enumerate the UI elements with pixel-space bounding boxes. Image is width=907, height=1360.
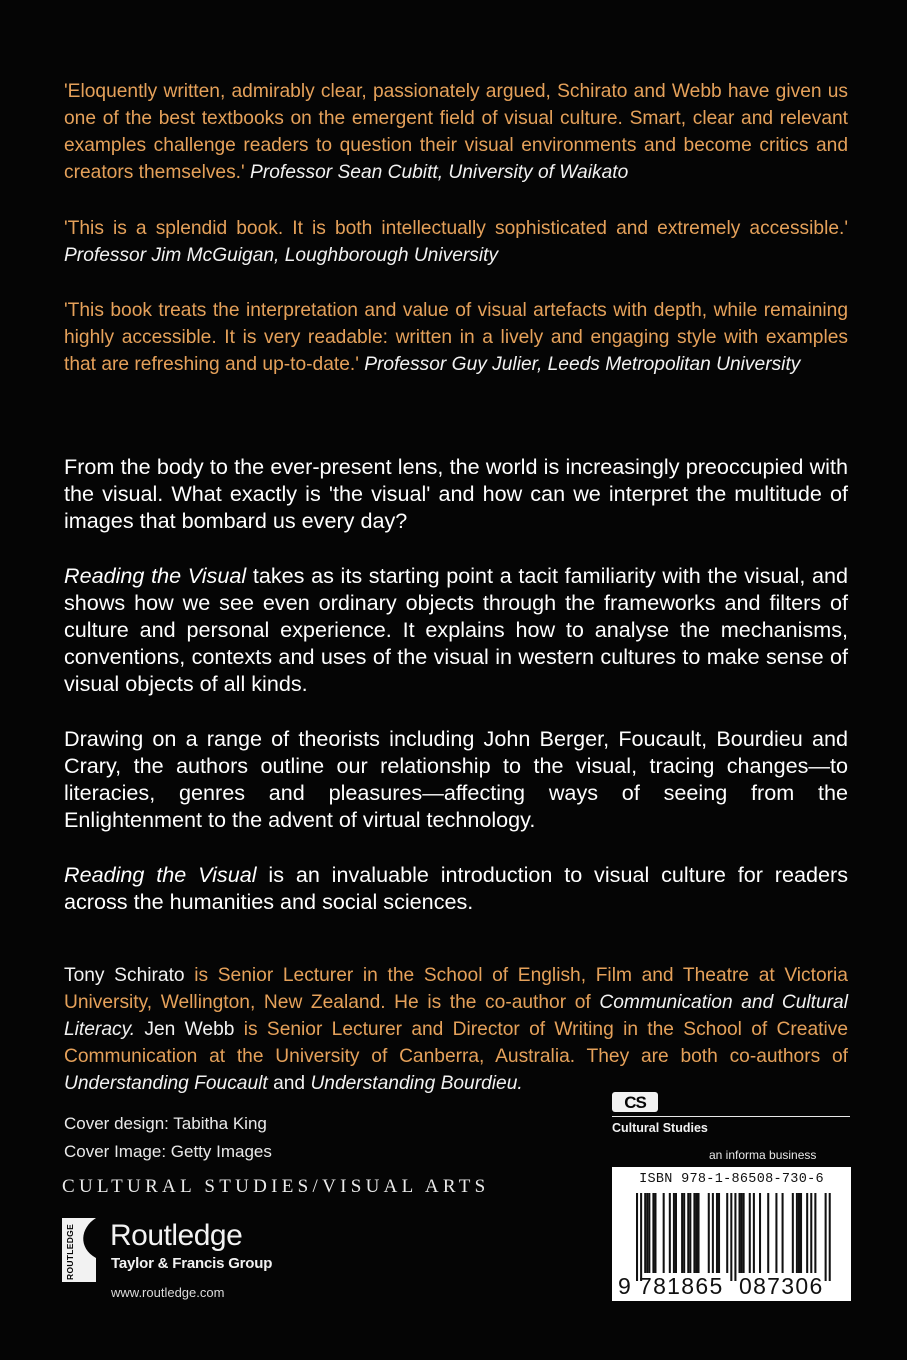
cover-design-credit: Cover design: Tabitha King [64,1114,267,1133]
barcode-bar [716,1193,718,1273]
barcode-bar [669,1193,671,1273]
blurb-paragraph-3: Drawing on a range of theorists including John Berger, Foucault, Bourdieu and Crary, the authors outline our relationship to the visual, tracing changes—to literacies, genres and pleasures—affecting ways of seeing from the Enlightenment to the advent of virtual technology. [64,726,848,832]
publisher-group: Taylor & Francis Group [111,1255,273,1272]
barcode-digit-first: 9 [618,1273,633,1299]
barcode-bar [798,1193,800,1273]
barcode-bar [695,1193,697,1273]
barcode-bar [726,1193,728,1273]
barcode-bar [708,1193,710,1273]
barcode-bar [734,1193,736,1281]
book-title: Understanding Foucault [64,1073,268,1094]
book-title: Communication and Cultural Literacy. [64,992,848,1040]
author-name: Tony Schirato [64,965,185,986]
blurb-paragraph-1: From the body to the ever-present lens, the world is increasingly preoccupied with the visual. What exactly is 'the visual' and how can we interpret the multitude of images that bombard us every day? [64,454,848,533]
blurb-paragraph-4 [64,861,848,915]
book-title: Understanding Bourdieu. [310,1073,523,1094]
barcode-bar [673,1193,675,1273]
review-quote-3 [64,297,848,378]
publisher-name: Routledge [110,1219,243,1252]
barcode-bar [814,1193,816,1273]
blurb-text: takes as its starting point a tacit familiarity with the visual, and shows how we see even ordinary objects through the frameworks and filters of culture and personal experience. It explains how to analyse the mechanisms, conventions, contexts and uses of the visual in western cultures to make sense of visual objects of all kinds. [64,563,849,696]
barcode-bar [689,1193,691,1273]
barcode-bar [718,1193,720,1273]
barcode-bar [753,1193,755,1273]
publisher-url[interactable]: www.routledge.com [111,1285,225,1300]
isbn-label: ISBN 978-1-86508-730-6 [639,1172,824,1187]
barcode-digits-left: 781865 [639,1273,724,1299]
barcode-bar [693,1193,695,1273]
barcode-bar [749,1193,751,1273]
quote-text: 'This is a splendid book. It is both intellectually sophisticated and extremely accessible.' [64,218,848,239]
author-name: Jen Webb [144,1019,235,1040]
barcode-bar [636,1193,638,1281]
barcode-bar [654,1193,656,1273]
book-title: Reading the Visual [64,563,247,588]
barcode-bar [730,1193,732,1281]
barcode-bar [767,1193,769,1273]
barcode-bar [759,1193,761,1273]
imprint-label: Cultural Studies [612,1121,708,1135]
quote-attribution: Professor Sean Cubitt, University of Waikato [250,162,629,183]
imprint-tagline: an informa business [709,1148,817,1162]
quote-text: 'This book treats the interpretation and value of visual artefacts with depth, while remaining highly accessible. It is very readable: written in a lively and engaging style with examples that are refreshing and up-to-date.' [64,300,848,375]
barcode-bar [698,1193,700,1273]
barcode-bar [646,1193,648,1273]
barcode-bar [741,1193,743,1273]
cultural-studies-logo-icon [612,1092,658,1112]
bio-text: is Senior Lecturer in the School of English, Film and Theatre at Victoria University, Wellington, New Zealand. He is the co-author of [64,965,848,1013]
cover-image-credit: Cover Image: Getty Images [64,1142,272,1161]
cs-logo-text: CS [624,1093,646,1112]
quote-text: 'Eloquently written, admirably clear, passionately argued, Schirato and Webb have given us one of the best textbooks on the emergent field of visual culture. Smart, clear and relevant examples challenge readers to question their visual environments and become critics and creators themselves.' [64,81,848,183]
routledge-logo-icon [62,1218,96,1282]
book-title: Reading the Visual [64,862,257,887]
routledge-vertical-text: ROUTLEDGE [65,1223,75,1280]
barcode-bar [792,1193,794,1273]
barcode-bar [675,1193,677,1273]
barcode-bar [800,1193,802,1273]
blurb-text: is an invaluable introduction to visual culture for readers across the humanities and social sciences. [64,862,848,914]
barcode-bar [782,1193,784,1273]
bio-text: and [273,1073,306,1094]
blurb-paragraph-2 [64,562,848,697]
bio-text: is Senior Lecturer and Director of Writing in the School of Creative Communication at the University of Canberra, Australia. They are both co-authors of [64,1019,848,1067]
barcode-bar [640,1193,642,1281]
barcode-bar [796,1193,798,1273]
barcode-digits-right: 087306 [739,1273,824,1299]
barcode-bar [810,1193,812,1273]
barcode-bar [743,1193,745,1273]
review-quote-2 [64,215,848,269]
barcode-bar [652,1193,654,1273]
quote-attribution: Professor Guy Julier, Leeds Metropolitan University [364,354,801,375]
barcode-bar [681,1193,683,1273]
barcode-bar [825,1193,827,1281]
barcode-bar [712,1193,714,1273]
isbn-barcode [612,1167,851,1301]
barcode-bar [806,1193,808,1273]
author-bio [64,962,848,1097]
review-quote-1 [64,78,848,186]
barcode-bar [829,1193,831,1281]
barcode-bar [644,1193,646,1273]
barcode-bar [775,1193,777,1273]
imprint-divider [612,1116,850,1117]
barcode-bar [663,1193,665,1273]
barcode-bar [739,1193,741,1273]
barcode-bar [648,1193,650,1273]
series-label: CULTURAL STUDIES/VISUAL ARTS [62,1176,490,1197]
barcode-bar [687,1193,689,1273]
barcode-bar [683,1193,685,1273]
quote-attribution: Professor Jim McGuigan, Loughborough University [64,245,499,266]
